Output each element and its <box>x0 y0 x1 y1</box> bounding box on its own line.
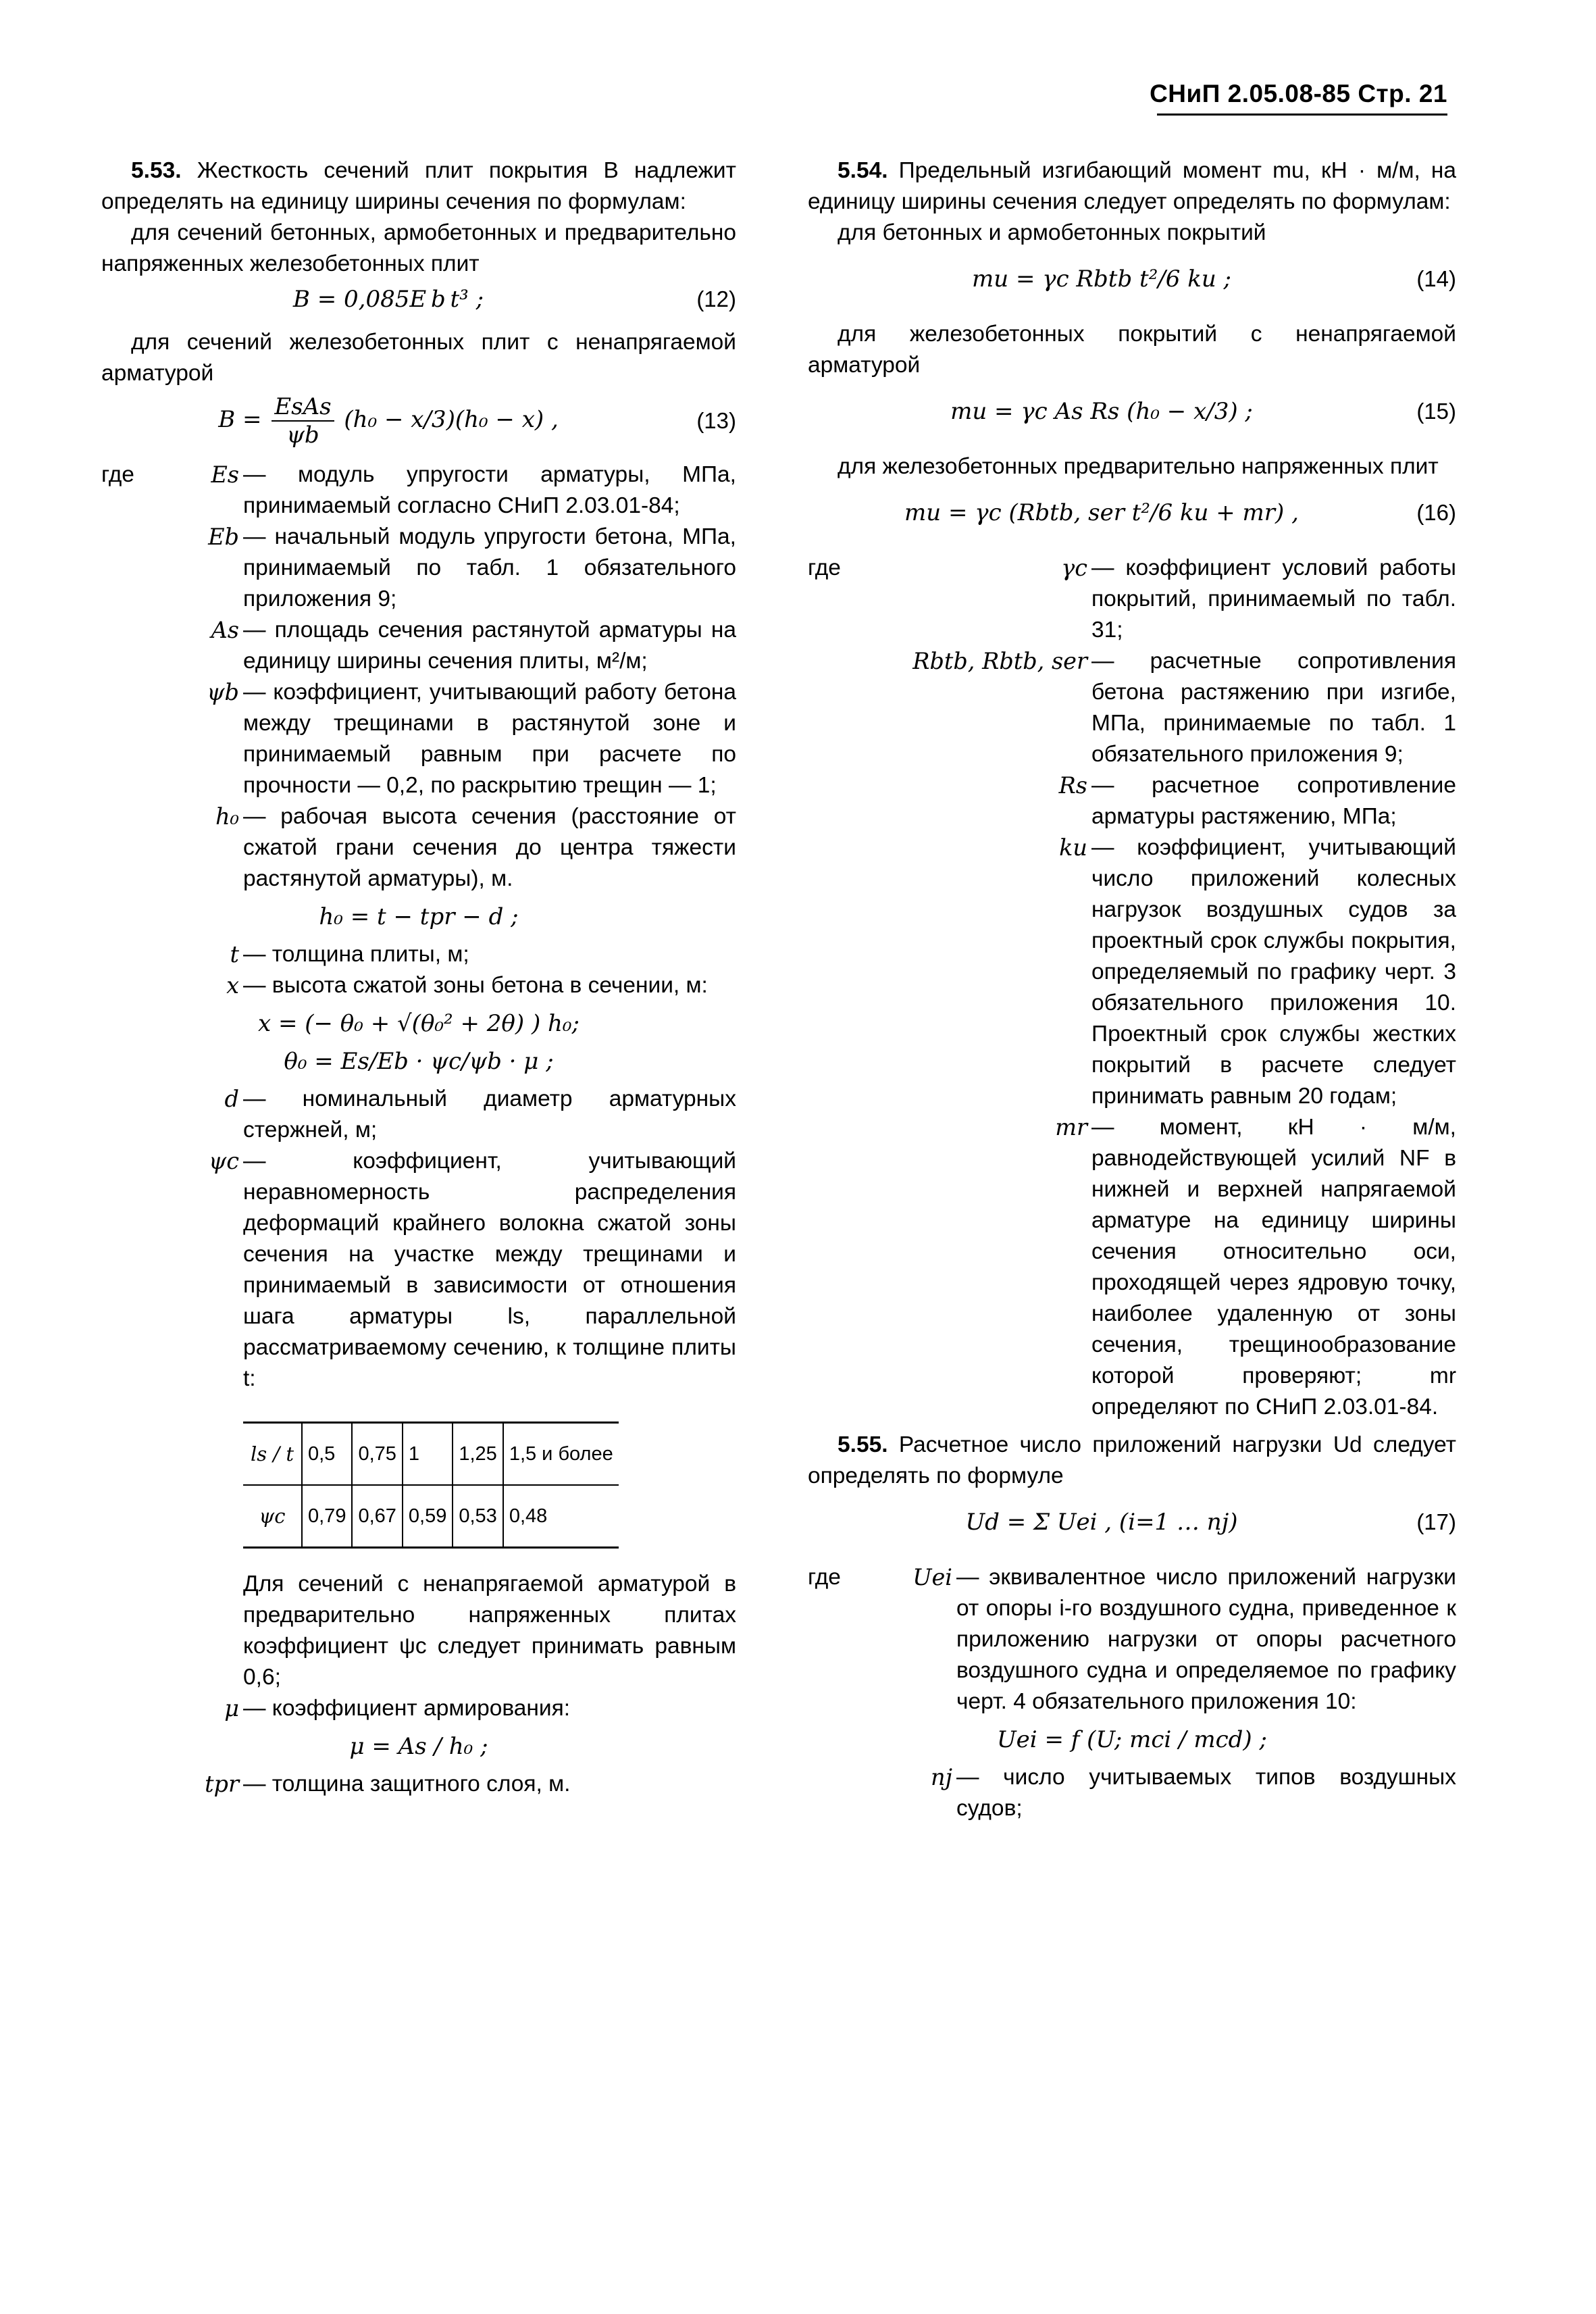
equation-number: (15) <box>1416 399 1456 424</box>
definition-text: — коэффициент, учитывающий число приложений колесных нагрузок воздушных судов за проектный срок службы покрытия, определяемый по графику черт. 3 обязательного приложения 10. Проектный срок службы жестких покрытий в расчете следует принимать равным 20 годам; <box>1091 835 1456 1109</box>
formula-expression <box>101 393 675 449</box>
formula-expression: mu = γc As Rs (h₀ − x/3) ; <box>950 398 1253 425</box>
where-word: где <box>808 555 841 580</box>
definition-item <box>101 1693 736 1724</box>
definition-item <box>808 832 1456 1112</box>
definition-item <box>101 677 736 801</box>
formula-13 <box>101 393 736 455</box>
definition-symbol: Rbtb, Rbtb, ser <box>912 648 1087 674</box>
definition-symbol: ku <box>1059 834 1087 861</box>
table-row-header: ψc <box>243 1485 302 1548</box>
definition-text: Для сечений с ненапрягаемой арматурой в предварительно напряженных плитах коэффициент ψc следует принимать равным 0,6; <box>243 1571 736 1690</box>
definition-symbol: As <box>211 617 239 643</box>
definition-symbol: tpr <box>205 1771 239 1797</box>
definition-symbol: d <box>224 1086 239 1112</box>
denominator: ψb <box>286 422 319 449</box>
definition-item <box>101 939 736 970</box>
right-column <box>808 155 1456 1824</box>
definition-item <box>808 553 1456 646</box>
table-cell: 0,48 <box>503 1485 619 1548</box>
paragraph: для сечений железобетонных плит с ненапрягаемой арматурой <box>101 330 736 386</box>
definitions-list <box>101 939 736 1001</box>
definition-text: — толщина защитного слоя, м. <box>243 1771 571 1796</box>
table-cell: 0,5 <box>302 1423 352 1486</box>
clause-5-55 <box>808 1430 1456 1492</box>
table-cell: 0,53 <box>453 1485 503 1548</box>
definition-text: — начальный модуль упругости бетона, МПа, принимаемый по табл. 1 обязательного приложения 9; <box>243 524 736 611</box>
clause-text: Расчетное число приложений нагрузки Ud следует определять по формуле <box>808 1432 1456 1488</box>
formula-expression: mu = γc Rbtb t²/6 ku ; <box>972 266 1231 293</box>
formula-x: x = (− θ₀ + √(θ₀² + 2θ) ) h₀; <box>257 1010 580 1037</box>
where-word: где <box>808 1565 841 1590</box>
definition-text: — расчетное сопротивление арматуры растяжению, МПа; <box>1091 773 1456 829</box>
formula-mu: μ = As / h₀ ; <box>349 1733 488 1760</box>
paragraph: для железобетонных предварительно напряженных плит <box>838 454 1439 479</box>
where-word: где <box>101 462 134 487</box>
table-row <box>243 1485 619 1548</box>
definition-symbol: Eb <box>208 524 239 550</box>
table-row-header: ls / t <box>243 1423 302 1486</box>
equation-number: (12) <box>696 286 736 311</box>
clause-number: 5.54. <box>838 158 888 183</box>
table-cell: 1 <box>403 1423 453 1486</box>
definition-symbol: μ <box>224 1695 239 1721</box>
page-header <box>1150 80 1447 116</box>
formula-16 <box>808 486 1456 549</box>
definition-text: — коэффициент, учитывающий неравномерность распределения деформаций крайнего волокна сжатой зоны сечения на участке между трещинами и принимаемый в зависимости от отношения шага арматуры ls, параллельной рассматриваемому сечению, к толщине плиты t: <box>243 1149 736 1391</box>
definition-item <box>101 459 736 522</box>
definition-text: — площадь сечения растянутой арматуры на единицу ширины сечения плиты, м²/м; <box>243 618 736 674</box>
formula-expression: Ud = Σ Uei , (i=1 … nj) <box>965 1509 1238 1536</box>
definition-item <box>101 1146 736 1394</box>
definitions-list <box>808 553 1456 1423</box>
definition-text: — высота сжатой зоны бетона в сечении, м: <box>243 973 708 998</box>
definition-item <box>101 522 736 615</box>
formula-uei: Uei = f (U; mci / mcd) ; <box>997 1726 1267 1753</box>
formula-part: B = <box>218 406 269 433</box>
header-rule <box>1157 114 1447 116</box>
definition-item <box>101 615 736 677</box>
definition-text: — коэффициент, учитывающий работу бетона между трещинами в растянутой зоне и принимаемый равным при расчете по прочности — 0,2, по раскрытию трещин — 1; <box>243 680 736 798</box>
definitions-list <box>101 1084 736 1394</box>
definition-text: — толщина плиты, м; <box>243 942 469 967</box>
definition-symbol: где Es <box>101 459 243 522</box>
definition-item <box>808 770 1456 832</box>
formula-part: (h₀ − x/3)(h₀ − x) , <box>344 406 559 433</box>
table-cell: 0,59 <box>403 1485 453 1548</box>
definition-text: — момент, кН · м/м, равнодействующей усилий NF в нижней и верхней напрягаемой арматуре на единицу ширины сечения относительно оси, проходящей через ядровую точку, наиболее удаленную от зоны сечения, трещинообразование которой проверяют; mr определяют по СНиП 2.03.01-84. <box>1091 1115 1456 1419</box>
table-row <box>243 1423 619 1486</box>
clause-5-54 <box>808 155 1456 218</box>
definition-symbol: где γc <box>808 553 1091 646</box>
formula-12 <box>101 284 736 323</box>
table-cell: 0,75 <box>352 1423 402 1486</box>
definition-item <box>808 646 1456 770</box>
clause-text: Жесткость сечений плит покрытия B надлежит определять на единицу ширины сечения по формулам: <box>101 158 736 214</box>
numerator: EsAs <box>272 393 334 422</box>
table-cell: 1,25 <box>453 1423 503 1486</box>
definition-symbol: mr <box>1055 1114 1087 1140</box>
definition-text: — коэффициент армирования: <box>243 1696 571 1721</box>
definition-symbol: h₀ <box>215 803 239 830</box>
definition-symbol: x <box>226 972 239 999</box>
definition-text: — коэффициент условий работы покрытий, принимаемый по табл. 31; <box>1091 555 1456 643</box>
definition-text: — рабочая высота сечения (расстояние от сжатой грани сечения до центра тяжести растянутой арматуры), м. <box>243 804 736 891</box>
definition-text: — модуль упругости арматуры, МПа, принимаемый согласно СНиП 2.03.01-84; <box>243 462 736 518</box>
left-column <box>101 155 736 1800</box>
formula-theta: θ₀ = Es/Eb · ψc/ψb · μ ; <box>284 1048 554 1075</box>
page-title: СНиП 2.05.08-85 Стр. 21 <box>1150 80 1447 107</box>
formula-14 <box>808 253 1456 315</box>
clause-text: Предельный изгибающий момент mu, кН · м/м, на единицу ширины сечения следует определять по формулам: <box>808 158 1457 214</box>
psi-c-table <box>243 1422 619 1549</box>
clause-number: 5.55. <box>838 1432 888 1457</box>
formula-15 <box>808 385 1456 447</box>
definition-symbol: nj <box>931 1764 952 1790</box>
formula-expression: mu = γc (Rbtb, ser t²/6 ku + mr) , <box>904 499 1299 526</box>
paragraph: для бетонных и армобетонных покрытий <box>838 220 1266 245</box>
definition-item <box>101 1769 736 1800</box>
definition-item <box>101 1084 736 1146</box>
definition-text: — номинальный диаметр арматурных стержней, м; <box>243 1086 736 1142</box>
paragraph: для железобетонных покрытий с ненапрягаемой арматурой <box>808 322 1456 378</box>
paragraph: для сечений бетонных, армобетонных и предварительно напряженных железобетонных плит <box>101 220 736 276</box>
definition-item <box>808 1762 1456 1824</box>
definition-item <box>808 1112 1456 1423</box>
definition-text: — эквивалентное число приложений нагрузки от опоры i-го воздушного судна, приведенное к приложению нагрузки от опоры расчетного воздушного судна и определяемое по графику черт. 4 обязательного приложения 10: <box>956 1565 1456 1714</box>
equation-number: (14) <box>1416 266 1456 291</box>
definition-symbol: ψc <box>208 1148 239 1174</box>
equation-number: (13) <box>696 408 736 433</box>
definition-symbol: ψb <box>207 679 239 705</box>
fraction <box>272 393 334 449</box>
table-cell: 1,5 и более <box>503 1423 619 1486</box>
clause-number: 5.53. <box>131 158 182 183</box>
definitions-list <box>101 459 736 895</box>
definition-item <box>808 1562 1456 1717</box>
definition-item <box>101 1569 736 1693</box>
clause-5-53 <box>101 155 736 218</box>
table-cell: 0,79 <box>302 1485 352 1548</box>
definition-text: — расчетные сопротивления бетона растяжению при изгибе, МПа, принимаемые по табл. 1 обязательного приложения 9; <box>1091 649 1456 767</box>
formula-expression: B = 0,085E b t³ ; <box>292 286 484 313</box>
definitions-list <box>808 1562 1456 1717</box>
table-cell: 0,67 <box>352 1485 402 1548</box>
definition-symbol: где Uei <box>808 1562 956 1717</box>
equation-number: (16) <box>1416 500 1456 525</box>
definition-symbol: Rs <box>1058 772 1087 799</box>
definition-item <box>101 970 736 1001</box>
definition-text: — число учитываемых типов воздушных судов; <box>956 1765 1456 1821</box>
equation-number: (17) <box>1416 1509 1456 1534</box>
formula-h0: h₀ = t − tpr − d ; <box>319 903 519 930</box>
definition-item <box>101 801 736 895</box>
formula-17 <box>808 1496 1456 1558</box>
definition-symbol: t <box>230 941 239 967</box>
